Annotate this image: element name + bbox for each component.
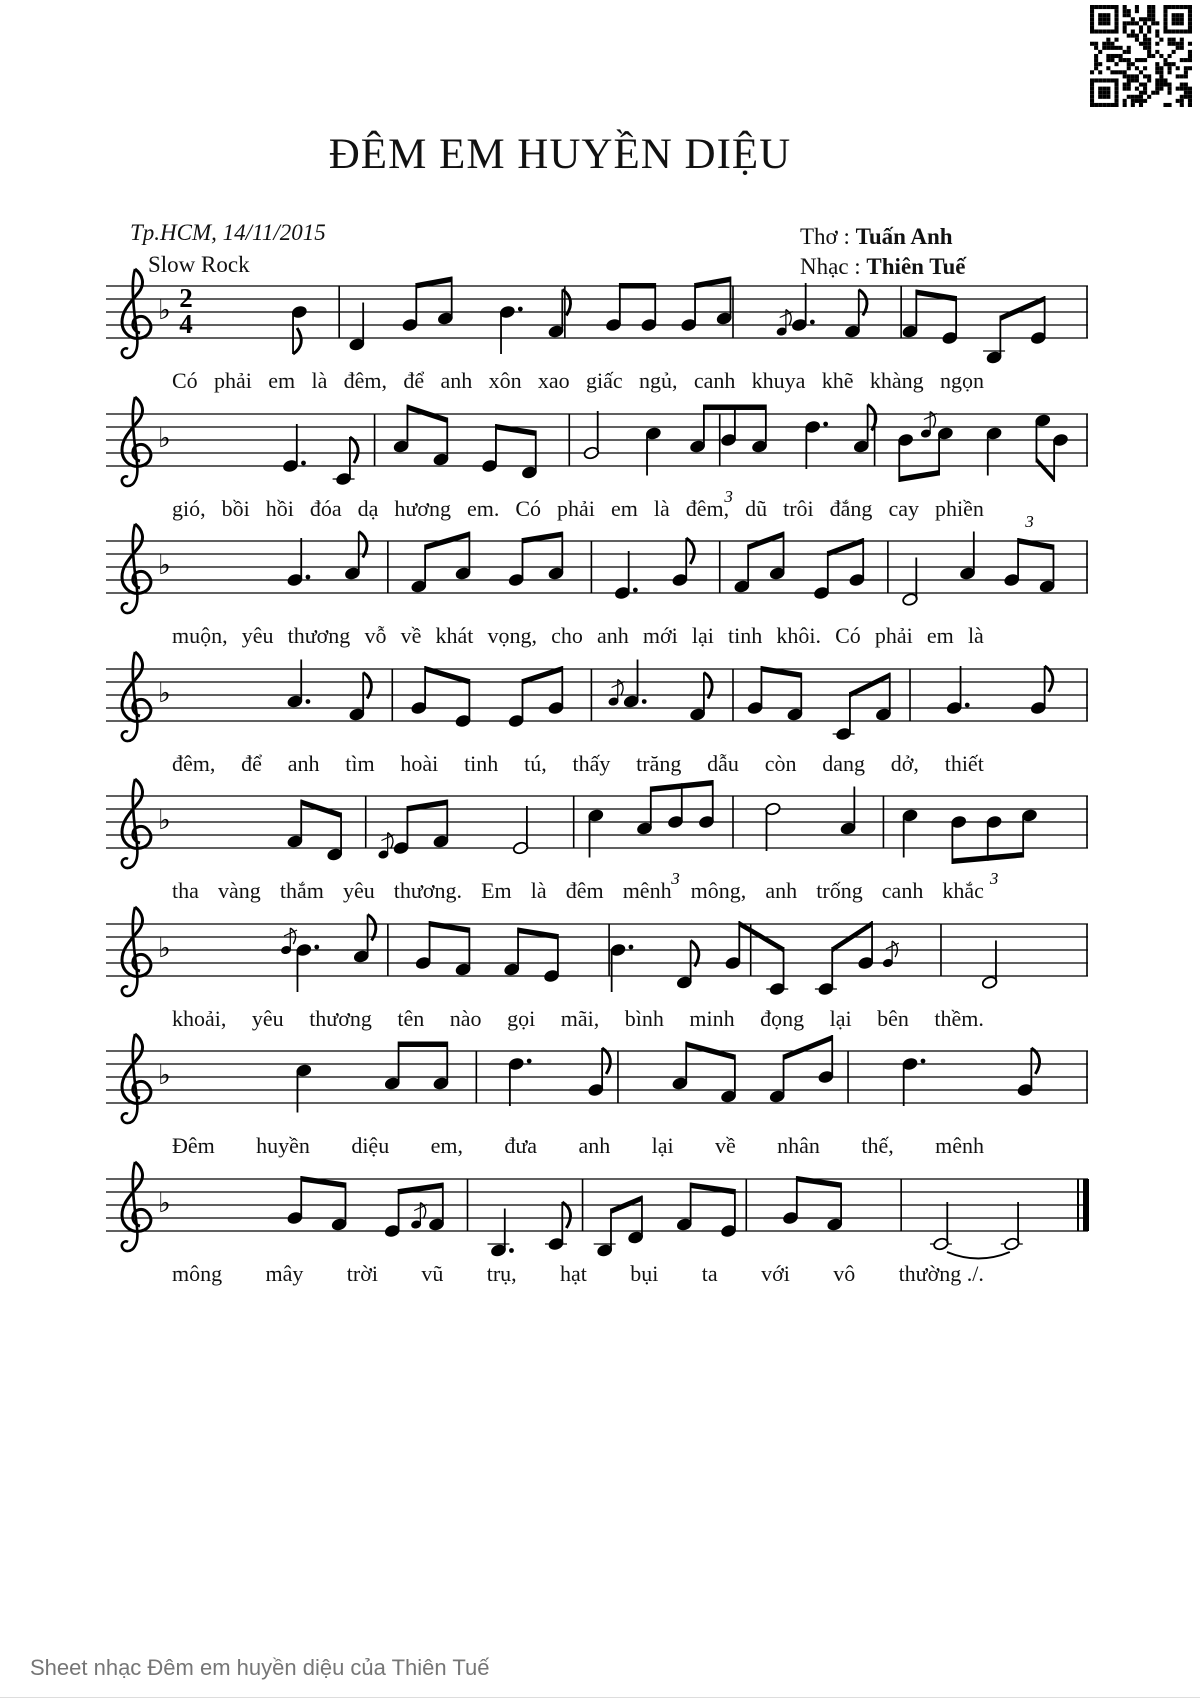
- lyric-syllable: gọi: [507, 1005, 536, 1031]
- lyric-syllable: yêu: [241, 623, 274, 648]
- lyric-syllable: phiền: [934, 495, 984, 521]
- svg-text:4: 4: [179, 309, 193, 339]
- lyric-syllable: hạt: [560, 1260, 587, 1286]
- lyric-syllable: Có: [172, 368, 198, 393]
- lyric-syllable: còn: [764, 750, 797, 776]
- lyric-syllable: yêu: [251, 1005, 284, 1031]
- lyric-syllable: cay: [888, 495, 919, 521]
- lyric-syllable: khàng: [869, 368, 924, 393]
- svg-text:♭: ♭: [158, 677, 171, 709]
- lyric-syllable: em: [926, 623, 954, 648]
- staff-notation-4: [102, 639, 1092, 761]
- lyric-syllable: mới: [642, 623, 678, 648]
- lyric-syllable: tinh: [727, 623, 763, 648]
- lyric-syllable: đêm,: [685, 495, 730, 521]
- lyric-syllable: mây: [265, 1260, 304, 1286]
- lyric-syllable: khắc: [942, 878, 984, 903]
- lyric-syllable: đêm: [565, 878, 604, 903]
- lyric-syllable: dẫu: [707, 750, 739, 776]
- lyric-syllable: khuya: [751, 368, 806, 393]
- lyric-syllable: là: [653, 495, 670, 521]
- lyric-syllable: là: [530, 878, 547, 903]
- composer-label: Nhạc :: [800, 254, 867, 279]
- lyric-syllable: lại: [691, 623, 714, 648]
- lyric-syllable: để: [241, 750, 262, 776]
- lyric-syllable: vàng: [217, 878, 261, 903]
- staff-notation-2: [102, 384, 1092, 506]
- lyric-syllable: xôn: [488, 368, 522, 393]
- lyric-syllable: khôi.: [776, 623, 821, 648]
- lyricist-label: Thơ :: [800, 224, 856, 249]
- lyric-syllable: mông: [172, 1260, 223, 1286]
- lyric-syllable: đêm,: [172, 750, 216, 776]
- lyric-syllable: yêu: [342, 878, 375, 903]
- lyric-syllable: đóa: [309, 495, 342, 521]
- qr-code: [1090, 5, 1192, 107]
- lyric-syllable: mãi,: [560, 1005, 600, 1031]
- lyric-syllable: tú,: [524, 750, 547, 776]
- staff-notation-6: [102, 894, 1092, 1016]
- lyric-syllable: thắm: [279, 878, 324, 903]
- lyric-syllable: vọng,: [487, 623, 537, 648]
- lyric-syllable: canh: [693, 368, 736, 393]
- lyric-syllable: anh: [578, 1133, 611, 1158]
- lyric-syllable: mênh: [935, 1133, 984, 1158]
- lyric-syllable: diệu: [351, 1133, 390, 1158]
- triplet-number: 3: [989, 869, 999, 888]
- lyric-syllable: trôi: [783, 495, 814, 521]
- lyric-syllable: anh: [765, 878, 798, 903]
- lyric-syllable: phải: [214, 368, 252, 393]
- lyric-syllable: em: [268, 368, 296, 393]
- lyric-syllable: khát: [435, 623, 474, 648]
- lyric-syllable: nào: [449, 1005, 482, 1031]
- triplet-number: 3: [671, 869, 680, 888]
- lyric-syllable: phải: [557, 495, 595, 521]
- lyric-syllable: hồi: [265, 495, 294, 521]
- lyric-syllable: về: [400, 623, 422, 648]
- lyric-syllable: thường ./.: [898, 1260, 984, 1286]
- lyric-syllable: tha: [172, 878, 199, 903]
- lyric-syllable: thấy: [572, 750, 611, 776]
- lyric-syllable: em,: [430, 1133, 463, 1158]
- staff-notation-7: [102, 1021, 1092, 1143]
- lyric-syllable: thương.: [393, 878, 462, 903]
- svg-text:♭: ♭: [158, 805, 171, 836]
- lyric-syllable: đưa: [504, 1133, 538, 1158]
- lyric-syllable: vô: [833, 1260, 856, 1286]
- lyric-syllable: em.: [466, 495, 500, 521]
- lyric-syllable: Em: [481, 878, 512, 903]
- lyric-syllable: thềm.: [934, 1005, 984, 1031]
- footer-caption: Sheet nhạc Đêm em huyền diệu của Thiên Tuế: [30, 1655, 490, 1680]
- lyric-syllable: thiết: [944, 750, 984, 776]
- lyric-syllable: để: [403, 368, 425, 393]
- lyric-syllable: dang: [822, 750, 865, 776]
- song-title: ĐÊM EM HUYỀN DIỆU: [328, 131, 792, 178]
- triplet-number: 3: [1025, 512, 1034, 531]
- staff-system-8: [102, 1149, 1092, 1286]
- composer-name: Thiên Tuế: [866, 254, 966, 279]
- svg-text:2: 2: [179, 283, 193, 313]
- lyric-syllable: Có: [835, 623, 861, 648]
- lyric-syllable: tên: [397, 1005, 425, 1031]
- lyric-syllable: ngọn: [939, 368, 984, 393]
- tempo-marking: Slow Rock: [148, 252, 250, 277]
- lyric-syllable: tìm: [345, 750, 375, 776]
- lyric-syllable: thương: [309, 1005, 372, 1031]
- lyrics-line-8: [102, 1261, 1092, 1287]
- triplet-number: 3: [724, 486, 733, 506]
- lyric-syllable: phải: [874, 623, 913, 648]
- lyric-syllable: minh: [689, 1005, 735, 1031]
- staff-system-1: [102, 256, 1092, 393]
- lyric-syllable: với: [761, 1260, 790, 1286]
- lyric-syllable: muộn,: [172, 623, 228, 648]
- svg-text:♭: ♭: [158, 932, 171, 964]
- svg-text:♭: ♭: [158, 1060, 171, 1091]
- lyric-syllable: lại: [829, 1005, 852, 1031]
- lyric-syllable: là: [311, 368, 328, 393]
- lyric-syllable: là: [967, 623, 984, 648]
- lyric-syllable: vỗ: [364, 623, 387, 648]
- lyric-syllable: trăng: [636, 750, 682, 776]
- lyric-syllable: thương: [287, 623, 351, 648]
- lyric-syllable: bụi: [630, 1260, 659, 1286]
- lyric-syllable: gió,: [172, 495, 206, 521]
- lyric-syllable: xao: [537, 368, 570, 393]
- lyric-syllable: nhân: [777, 1133, 820, 1158]
- lyric-syllable: anh: [440, 368, 473, 393]
- lyric-syllable: cho: [551, 623, 583, 648]
- lyric-syllable: hoài: [400, 750, 439, 776]
- lyric-syllable: vũ: [421, 1260, 444, 1286]
- lyric-syllable: Có: [515, 495, 542, 521]
- svg-text:♭: ♭: [158, 422, 171, 454]
- lyric-syllable: canh: [881, 878, 924, 903]
- lyric-syllable: đọng: [760, 1005, 805, 1031]
- lyric-syllable: thế,: [861, 1133, 894, 1158]
- staff-notation-3: [102, 511, 1092, 633]
- staff-system-4: [102, 639, 1092, 776]
- lyric-syllable: trống: [816, 878, 863, 903]
- lyric-syllable: đắng: [829, 495, 873, 521]
- svg-text:♭: ♭: [158, 550, 171, 581]
- lyric-syllable: đêm,: [343, 368, 388, 393]
- lyric-syllable: trụ,: [486, 1260, 517, 1286]
- lyric-syllable: lại: [651, 1133, 674, 1158]
- lyric-syllable: em: [610, 495, 638, 521]
- lyric-syllable: bình: [624, 1005, 664, 1031]
- lyric-syllable: huyền: [256, 1133, 310, 1158]
- staff-system-2: [102, 384, 1092, 521]
- lyric-syllable: khẽ: [821, 368, 854, 393]
- lyric-syllable: bên: [877, 1005, 909, 1031]
- lyric-syllable: khoải,: [172, 1005, 227, 1031]
- lyric-syllable: tinh: [464, 750, 499, 776]
- lyric-syllable: ngủ,: [638, 368, 678, 393]
- lyric-syllable: trời: [346, 1260, 378, 1286]
- lyric-syllable: giấc: [586, 368, 623, 393]
- lyric-syllable: anh: [287, 750, 320, 776]
- lyric-syllable: dạ: [357, 495, 379, 521]
- staff-notation-5: [102, 766, 1092, 888]
- staff-system-5: [102, 766, 1092, 903]
- lyric-syllable: về: [715, 1133, 736, 1158]
- lyric-syllable: anh: [596, 623, 629, 648]
- credit-lyricist: [800, 222, 966, 252]
- lyric-syllable: mông,: [690, 878, 747, 903]
- staff-notation-8: [102, 1149, 1092, 1271]
- lyric-syllable: hương: [394, 495, 451, 521]
- lyric-syllable: bồi: [221, 495, 250, 521]
- lyric-syllable: dũ: [745, 495, 768, 521]
- svg-text:♭: ♭: [158, 1187, 171, 1219]
- lyric-syllable: mênh: [622, 878, 672, 903]
- place-date: Tp.HCM, 14/11/2015: [130, 220, 326, 245]
- svg-text:♭: ♭: [158, 295, 171, 326]
- staff-notation-1: [102, 256, 1092, 378]
- staff-system-7: [102, 1021, 1092, 1158]
- lyric-syllable: ta: [701, 1260, 718, 1286]
- lyric-syllable: dở,: [890, 750, 919, 776]
- lyricist-name: Tuấn Anh: [855, 224, 953, 249]
- staff-system-6: [102, 894, 1092, 1031]
- staff-system-3: [102, 511, 1092, 648]
- lyric-syllable: Đêm: [172, 1133, 215, 1158]
